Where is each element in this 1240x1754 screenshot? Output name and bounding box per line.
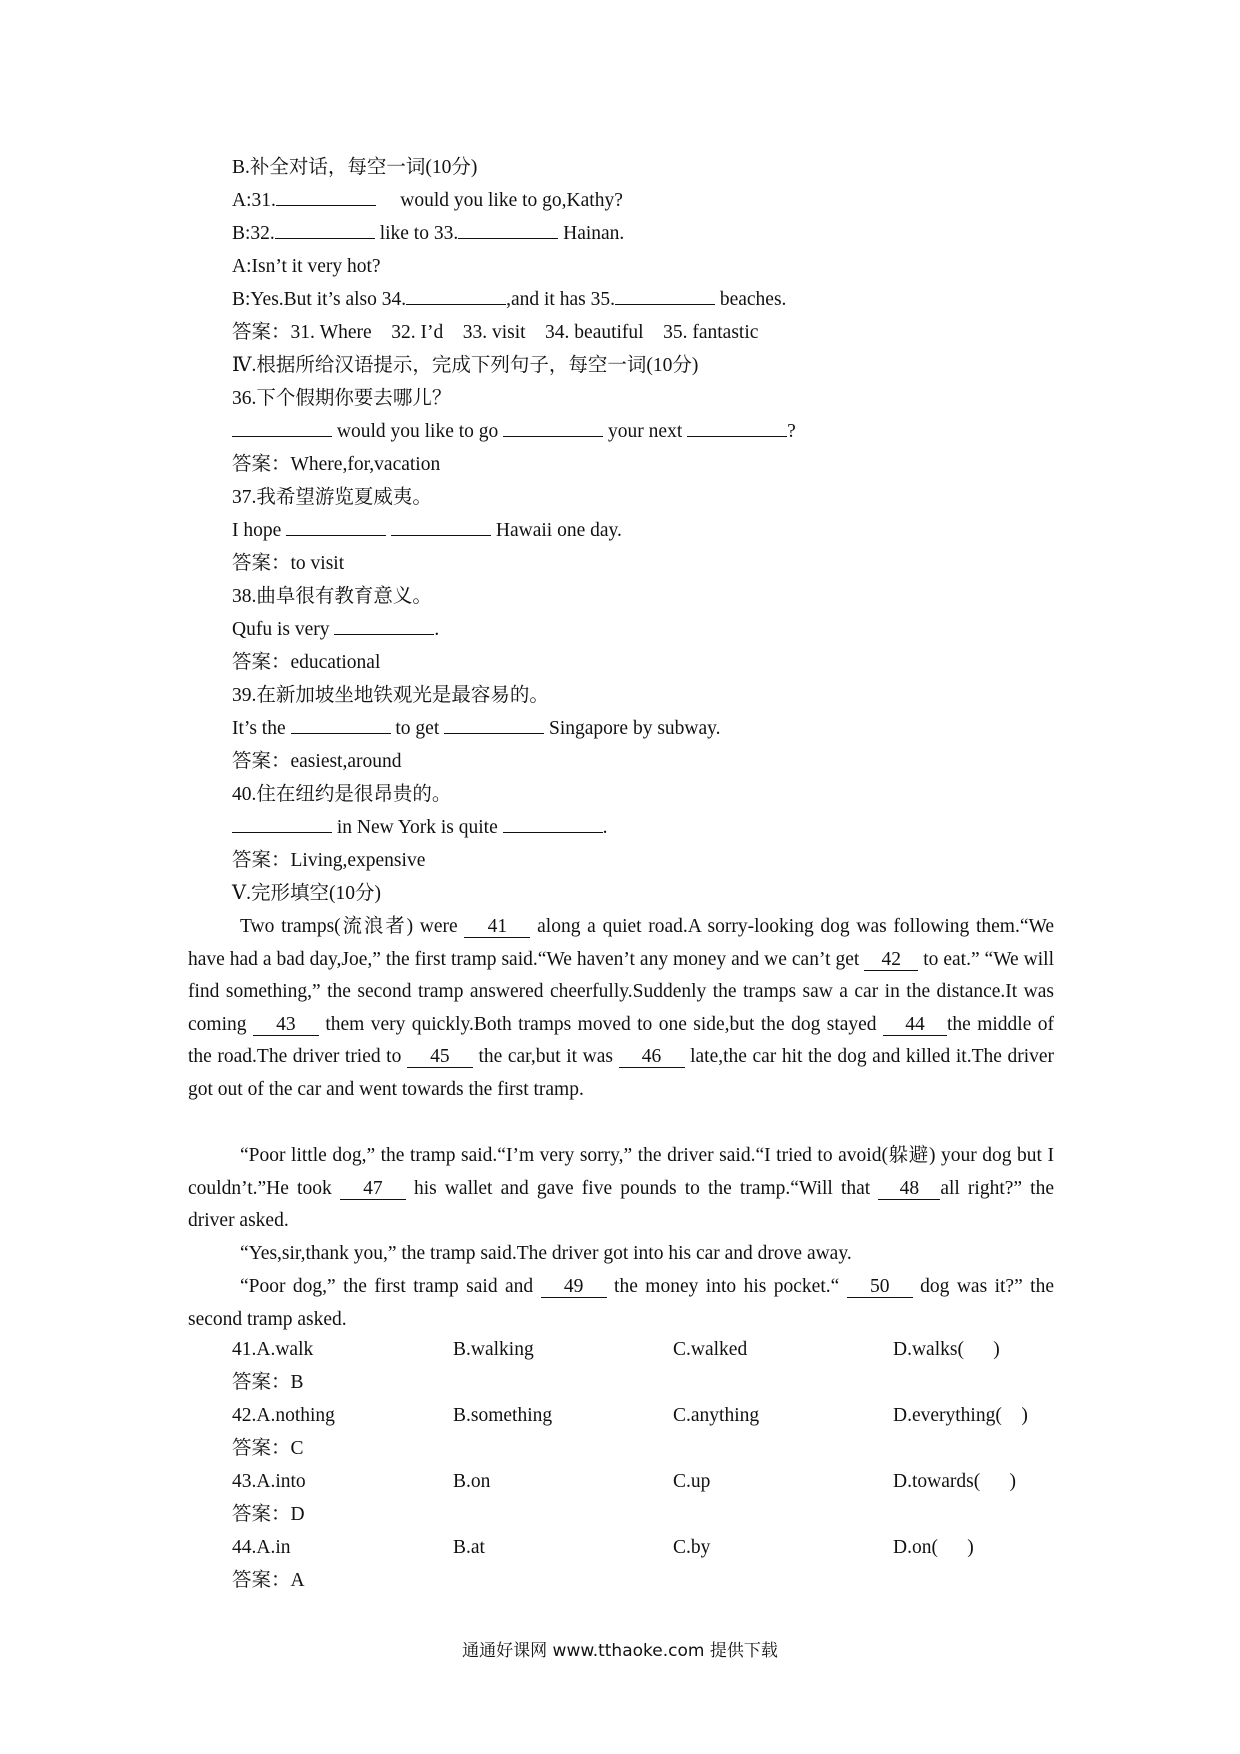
cloze-blank-41: 41 xyxy=(464,917,530,938)
q43-option-b: B.on xyxy=(453,1471,491,1492)
q39-answer: 答案：easiest,around xyxy=(232,751,402,772)
cloze-paragraph-1: Two tramps(流浪者) were 41 along a quiet road.A sorry-looking dog was following them.“We have had a bad day,Joe,” the first tramp said.“We haven’t any money and we can’t get 42 to eat.” “We will find something,” the second tramp answered cheerfully.Suddenly the tramps saw a car in the distance.It was coming 43 them very quickly.Both tramps moved to one side,but the dog stayed 44 the middle of the road.The driver tried to 45 the car,but it was 46 late,the car hit the dog and killed it.The driver got out of the car and went towards the first tramp. xyxy=(188,916,1055,1100)
cloze-blank-48: 48 xyxy=(878,1179,940,1200)
blank-35 xyxy=(615,304,715,305)
cloze-blank-43: 43 xyxy=(253,1015,319,1036)
blank-33 xyxy=(458,238,558,239)
q42-option-a: 42.A.nothing xyxy=(232,1405,335,1426)
cloze-blank-42: 42 xyxy=(864,950,918,971)
q38-answer: 答案：educational xyxy=(232,652,381,673)
cloze-blank-45: 45 xyxy=(407,1047,473,1068)
blank-34 xyxy=(406,304,506,305)
q44-answer: 答案：A xyxy=(232,1570,305,1591)
cloze-blank-49: 49 xyxy=(541,1277,607,1298)
q39-chinese: 39.在新加坡坐地铁观光是最容易的。 xyxy=(232,685,549,706)
q41-option-a: 41.A.walk xyxy=(232,1339,314,1360)
q36-sentence: would you like to go your next ? xyxy=(232,419,796,445)
q44-option-b: B.at xyxy=(453,1537,485,1558)
q40-chinese: 40.住在纽约是很昂贵的。 xyxy=(232,784,452,805)
cloze-blank-50: 50 xyxy=(847,1277,913,1298)
q40-sentence: in New York is quite . xyxy=(232,815,608,841)
q42-option-d: D.everything( ) xyxy=(893,1405,1028,1426)
blank-32 xyxy=(275,238,375,239)
dialog-line-3: A:Isn’t it very hot? xyxy=(232,256,381,277)
q36-answer: 答案：Where,for,vacation xyxy=(232,454,441,475)
q41-option-d: D.walks( ) xyxy=(893,1339,1000,1360)
question-32-33: B:32. like to 33. Hainan. xyxy=(232,223,625,244)
q41-answer: 答案：B xyxy=(232,1372,304,1393)
page-footer: 通通好课网 www.tthaoke.com 提供下载 xyxy=(462,1641,778,1661)
q43-option-a: 43.A.into xyxy=(232,1471,306,1492)
cloze-paragraph-3: “Yes,sir,thank you,” the tramp said.The driver got into his car and drove away. xyxy=(240,1243,852,1264)
q40-answer: 答案：Living,expensive xyxy=(232,850,426,871)
q43-answer: 答案：D xyxy=(232,1504,305,1525)
cloze-blank-46: 46 xyxy=(619,1047,685,1068)
answer-b: 答案：31. Where 32. I’d 33. visit 34. beautiful 35. fantastic xyxy=(232,322,759,343)
q44-option-d: D.on( ) xyxy=(893,1537,974,1558)
q38-sentence: Qufu is very . xyxy=(232,619,440,640)
q37-answer: 答案：to visit xyxy=(232,553,345,574)
q41-option-c: C.walked xyxy=(673,1339,748,1360)
q43-option-c: C.up xyxy=(673,1471,711,1492)
q42-option-b: B.something xyxy=(453,1405,553,1426)
q43-option-d: D.towards( ) xyxy=(893,1471,1016,1492)
question-31: A:31. would you like to go,Kathy? xyxy=(232,190,623,211)
cloze-paragraph-2: “Poor little dog,” the tramp said.“I’m very sorry,” the driver said.“I tried to avoid(躲避) your dog but I couldn’t.”He took 47 his wallet and gave five pounds to the tramp.“Will that 48 all right?” the driver asked. xyxy=(188,1145,1055,1232)
q42-answer: 答案：C xyxy=(232,1438,304,1459)
q39-sentence: It’s the to get Singapore by subway. xyxy=(232,718,721,739)
q37-chinese: 37.我希望游览夏威夷。 xyxy=(232,487,432,508)
q37-sentence: I hope Hawaii one day. xyxy=(232,520,622,541)
q36-chinese: 36.下个假期你要去哪儿？ xyxy=(232,388,452,409)
q42-option-c: C.anything xyxy=(673,1405,760,1426)
q44-option-a: 44.A.in xyxy=(232,1537,291,1558)
cloze-paragraph-4: “Poor dog,” the first tramp said and 49 the money into his pocket.“ 50 dog was it?” the second tramp asked. xyxy=(188,1276,1055,1330)
q38-chinese: 38.曲阜很有教育意义。 xyxy=(232,586,432,607)
question-34-35: B:Yes.But it’s also 34. ,and it has 35. beaches. xyxy=(232,289,787,310)
section-v-title: Ⅴ.完形填空(10分) xyxy=(232,883,381,904)
section-b-title: B.补全对话，每空一词(10分) xyxy=(232,157,478,178)
cloze-blank-47: 47 xyxy=(340,1179,406,1200)
section-iv-title: Ⅳ.根据所给汉语提示，完成下列句子，每空一词(10分) xyxy=(232,355,699,376)
q44-option-c: C.by xyxy=(673,1537,711,1558)
q41-option-b: B.walking xyxy=(453,1339,534,1360)
cloze-blank-44: 44 xyxy=(883,1015,947,1036)
blank-31 xyxy=(276,205,376,206)
